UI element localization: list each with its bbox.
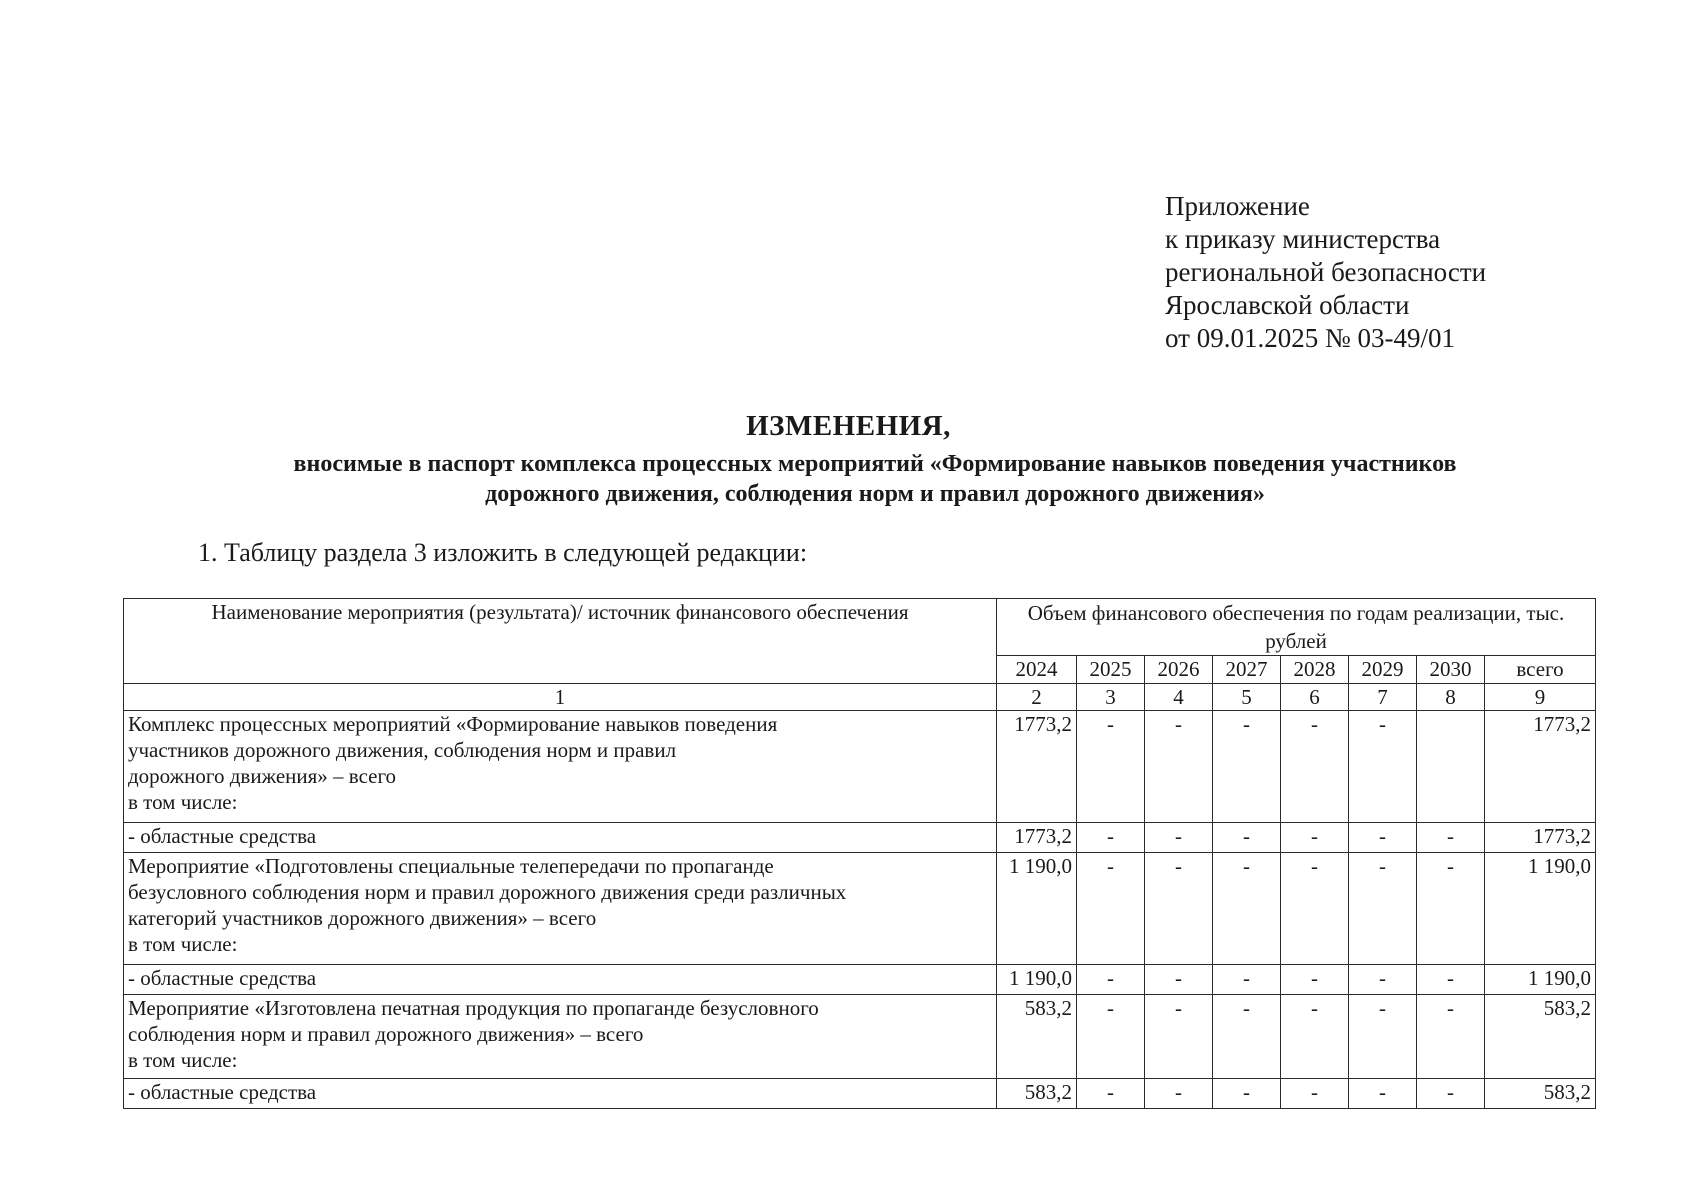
row-name-cell xyxy=(124,823,997,853)
value-cell: - xyxy=(1349,965,1417,995)
value-cell: - xyxy=(1145,965,1213,995)
appendix-line: региональной безопасности xyxy=(1165,257,1487,287)
value-cell: 1773,2 xyxy=(997,823,1077,853)
value-cell: - xyxy=(1145,853,1213,965)
row-name-line: категорий участников дорожного движения» – всего xyxy=(128,906,597,930)
value-cell: - xyxy=(1417,853,1485,965)
table-header-row xyxy=(124,599,1596,656)
value-cell: 1 190,0 xyxy=(997,965,1077,995)
value-cell xyxy=(1417,711,1485,823)
column-number-cell: 6 xyxy=(1281,684,1349,711)
subtitle-line: вносимые в паспорт комплекса процессных мероприятий «Формирование навыков поведения участников xyxy=(293,451,1457,477)
appendix-block xyxy=(1165,190,1605,355)
row-name-line: дорожного движения» – всего xyxy=(128,764,397,788)
value-cell: - xyxy=(1417,823,1485,853)
value-cell: - xyxy=(1213,995,1281,1079)
column-number-cell: 4 xyxy=(1145,684,1213,711)
document-title: ИЗМЕНЕНИЯ, xyxy=(746,410,951,442)
value-cell: - xyxy=(1077,1079,1145,1109)
value-cell: - xyxy=(1281,853,1349,965)
value-cell: - xyxy=(1417,965,1485,995)
year-cell: всего xyxy=(1485,656,1596,684)
row-name-line: в том числе: xyxy=(128,932,238,956)
value-cell: - xyxy=(1349,853,1417,965)
value-cell: - xyxy=(1145,995,1213,1079)
column-number-row xyxy=(124,684,1596,711)
row-name-line: участников дорожного движения, соблюдения норм и правил xyxy=(128,738,677,762)
row-name-cell xyxy=(124,965,997,995)
total-cell: 583,2 xyxy=(1485,995,1596,1079)
column-number-cell: 9 xyxy=(1485,684,1596,711)
row-name-line: Комплекс процессных мероприятий «Формирование навыков поведения xyxy=(128,712,778,736)
row-name-cell xyxy=(124,995,997,1079)
column-number-cell: 2 xyxy=(997,684,1077,711)
value-cell: 583,2 xyxy=(997,995,1077,1079)
table-row xyxy=(124,995,1596,1079)
value-cell: - xyxy=(1077,711,1145,823)
header-name-cell: Наименование мероприятия (результата)/ источник финансового обеспечения xyxy=(124,599,997,684)
year-cell: 2030 xyxy=(1417,656,1485,684)
value-cell: - xyxy=(1349,995,1417,1079)
row-name-line: - областные средства xyxy=(128,1080,317,1104)
year-cell: 2026 xyxy=(1145,656,1213,684)
row-name-line: соблюдения норм и правил дорожного движения» – всего xyxy=(128,1022,644,1046)
value-cell: - xyxy=(1213,823,1281,853)
value-cell: - xyxy=(1417,1079,1485,1109)
table-row xyxy=(124,853,1596,965)
appendix-line: Приложение xyxy=(1165,191,1310,221)
value-cell: - xyxy=(1213,853,1281,965)
row-name-line: безусловного соблюдения норм и правил дорожного движения среди различных xyxy=(128,880,847,904)
total-cell: 1 190,0 xyxy=(1485,853,1596,965)
value-cell: - xyxy=(1145,711,1213,823)
appendix-order-line: от 09.01.2025 № 03-49/01 xyxy=(1165,323,1455,353)
total-cell: 583,2 xyxy=(1485,1079,1596,1109)
year-cell: 2029 xyxy=(1349,656,1417,684)
value-cell: - xyxy=(1077,965,1145,995)
value-cell: - xyxy=(1281,823,1349,853)
year-cell: 2024 xyxy=(997,656,1077,684)
column-number-cell: 3 xyxy=(1077,684,1145,711)
table-row xyxy=(124,823,1596,853)
appendix-line: к приказу министерства xyxy=(1165,224,1441,254)
row-name-line: - областные средства xyxy=(128,824,317,848)
row-name-cell xyxy=(124,1079,997,1109)
value-cell: - xyxy=(1213,1079,1281,1109)
table-row xyxy=(124,711,1596,823)
row-name-line: Мероприятие «Изготовлена печатная продукция по пропаганде безусловного xyxy=(128,996,819,1020)
row-name-line: в том числе: xyxy=(128,790,238,814)
column-number-cell: 1 xyxy=(124,684,997,711)
row-name-line: Мероприятие «Подготовлены специальные телепередачи по пропаганде xyxy=(128,854,774,878)
value-cell: - xyxy=(1349,1079,1417,1109)
value-cell: - xyxy=(1145,823,1213,853)
value-cell: - xyxy=(1349,711,1417,823)
instruction-text: 1. Таблицу раздела 3 изложить в следующей редакции: xyxy=(198,538,808,567)
appendix-line: Ярославской области xyxy=(1165,290,1410,320)
table-row xyxy=(124,965,1596,995)
column-number-cell: 5 xyxy=(1213,684,1281,711)
value-cell: - xyxy=(1281,965,1349,995)
value-cell: 1 190,0 xyxy=(997,853,1077,965)
total-cell: 1773,2 xyxy=(1485,823,1596,853)
value-cell: - xyxy=(1213,711,1281,823)
year-cell: 2027 xyxy=(1213,656,1281,684)
value-cell: - xyxy=(1281,995,1349,1079)
row-name-line: - областные средства xyxy=(128,966,317,990)
value-cell: - xyxy=(1417,995,1485,1079)
row-name-line: в том числе: xyxy=(128,1048,238,1072)
value-cell: 1773,2 xyxy=(997,711,1077,823)
value-cell: - xyxy=(1077,823,1145,853)
value-cell: - xyxy=(1145,1079,1213,1109)
total-cell: 1 190,0 xyxy=(1485,965,1596,995)
year-cell: 2025 xyxy=(1077,656,1145,684)
row-name-cell xyxy=(124,711,997,823)
value-cell: - xyxy=(1213,965,1281,995)
subtitle-line: дорожного движения, соблюдения норм и правил дорожного движения» xyxy=(485,481,1265,507)
financing-table xyxy=(123,598,1596,1109)
value-cell: - xyxy=(1281,1079,1349,1109)
header-volume-cell: Объем финансового обеспечения по годам реализации, тыс. рублей xyxy=(997,599,1596,656)
value-cell: - xyxy=(1349,823,1417,853)
total-cell: 1773,2 xyxy=(1485,711,1596,823)
value-cell: - xyxy=(1077,995,1145,1079)
value-cell: 583,2 xyxy=(997,1079,1077,1109)
table-row xyxy=(124,1079,1596,1109)
value-cell: - xyxy=(1077,853,1145,965)
column-number-cell: 8 xyxy=(1417,684,1485,711)
column-number-cell: 7 xyxy=(1349,684,1417,711)
document-subtitle xyxy=(150,449,1600,509)
year-cell: 2028 xyxy=(1281,656,1349,684)
row-name-cell xyxy=(124,853,997,965)
value-cell: - xyxy=(1281,711,1349,823)
